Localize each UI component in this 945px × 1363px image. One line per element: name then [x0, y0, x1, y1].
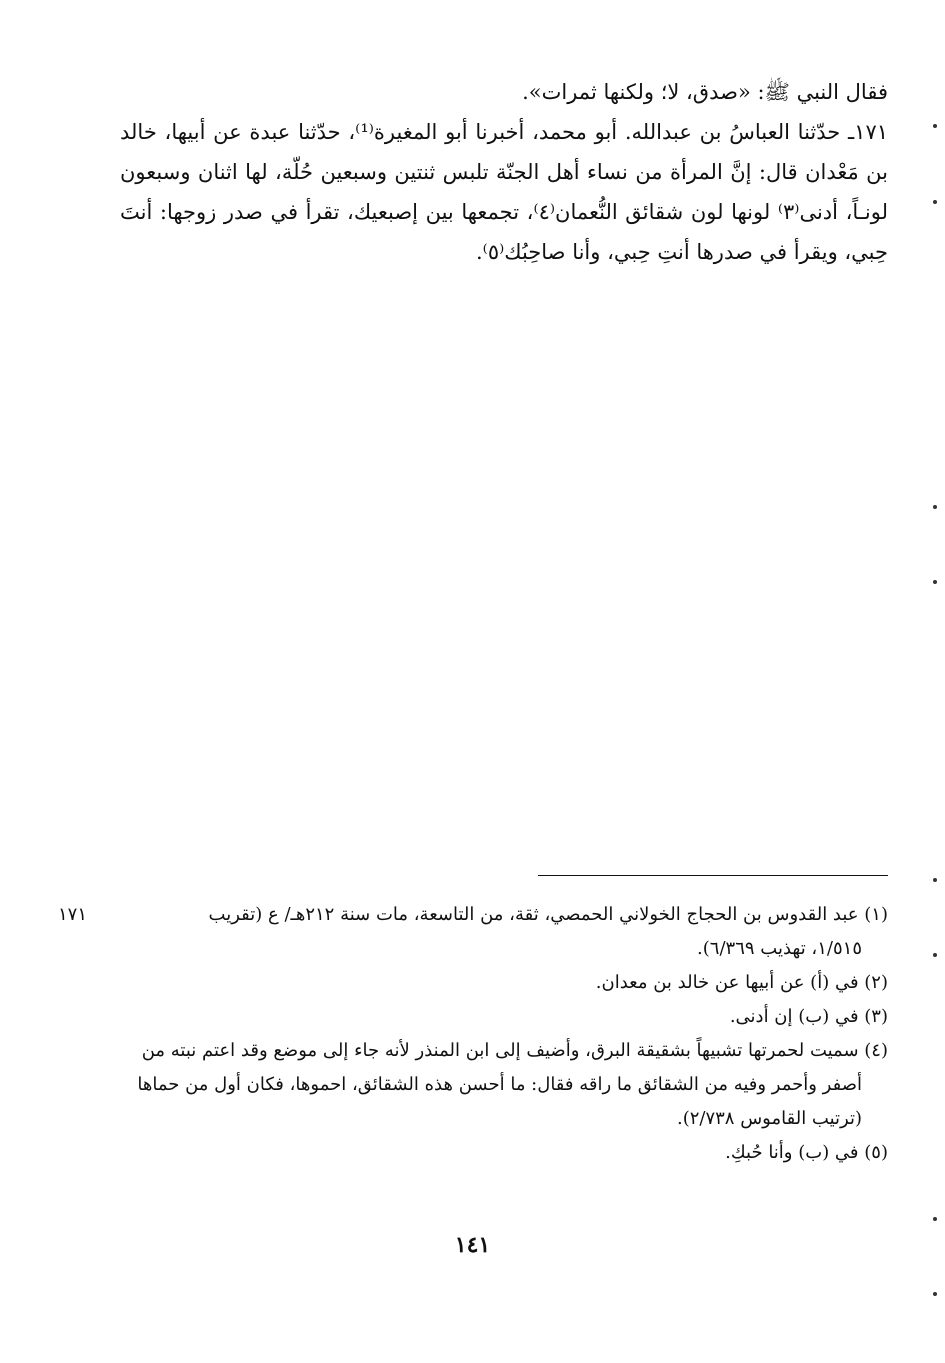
main-text [120, 72, 888, 272]
footnote-5: (٥) في (ب) وأنا حُبكِ. [725, 1142, 888, 1163]
opening-line: فقال النبي ﷺ: «صدق، لا؛ ولكنها ثمرات». [522, 80, 888, 104]
footnote-1: (١) عبد القدوس بن الحجاج الخولاني الحمصي، ثقة، من التاسعة، مات سنة ٢١٢هـ/ ع (تقريب [208, 904, 888, 925]
hadith-paragraph: ١٧١ـ حدّثنا العباسُ بن عبدالله. أبو محمد، أخبرنا أبو المغيرة⁽¹⁾، حدّثنا عبدة عن أبيها، خالد بن مَعْدان قال: إنَّ المرأة من نساء أهل الجنّة تلبس ثنتين وسبعين حُلّة، لها اثنان وسبعون لونـاً، أدنى⁽٣⁾ لونها لون شقائق النُّعمان⁽٤⁾، تجمعها بين إصبعيك، تقرأ في صدر زوجها: أنتَ حِبي، ويقرأ في صدرها أنتِ حِبي، وأنا صاحِبُك⁽٥⁾. [120, 120, 889, 264]
footnote-4-continuation: أصفر وأحمر وفيه من الشقائق ما راقه فقال: ما أحسن هذه الشقائق، احموها، فكان أول من حماها [137, 1074, 862, 1095]
footnote-3: (٣) في (ب) إن أدنى. [729, 1006, 888, 1027]
scan-dot [933, 878, 937, 882]
scan-dot [933, 580, 937, 584]
footnotes [118, 898, 888, 1170]
scan-dot [933, 505, 937, 509]
footnote-2: (٢) في (أ) عن أبيها عن خالد بن معدان. [595, 972, 888, 993]
footnote-1-continuation: ١/٥١٥، تهذيب ٦/٣٦٩). [697, 938, 862, 959]
scan-dot [933, 1217, 937, 1221]
footnote-4: (٤) سميت لحمرتها تشبيهاً بشقيقة البرق، وأضيف إلى ابن المنذر لأنه جاء إلى موضع وقد اعتم نبته من [141, 1040, 888, 1061]
side-number: ١٧١ [58, 904, 88, 925]
page-number: ١٤١ [454, 1232, 491, 1258]
scan-dot [933, 953, 937, 957]
scan-dot [933, 124, 937, 128]
scan-dot [933, 200, 937, 204]
footnote-4-continuation-2: (ترتيب القاموس ٢/٧٣٨). [676, 1108, 862, 1129]
footnote-separator [538, 875, 888, 876]
scan-dot [933, 1292, 937, 1296]
